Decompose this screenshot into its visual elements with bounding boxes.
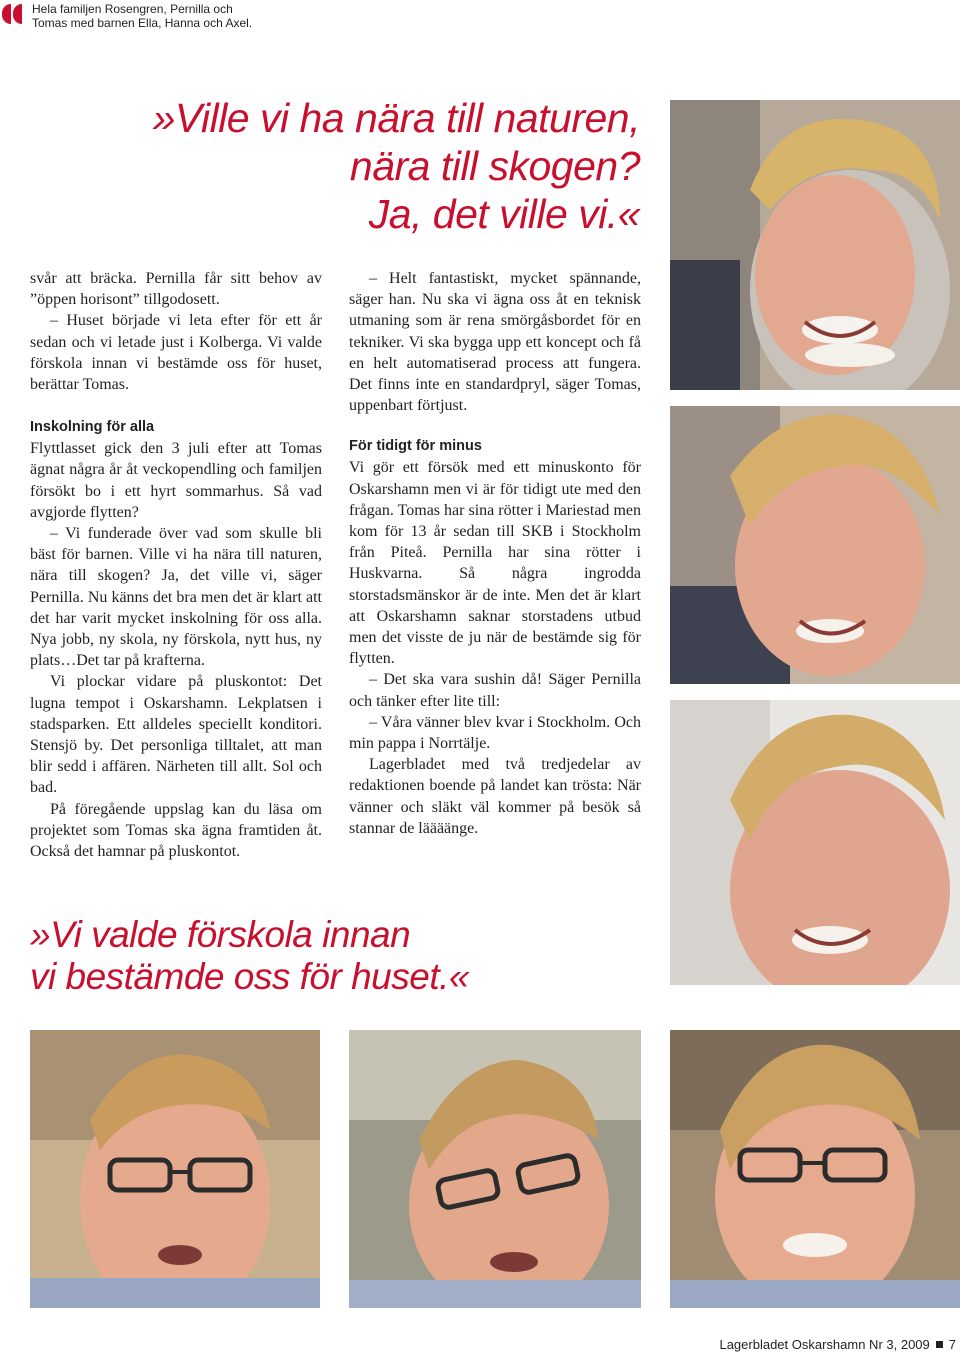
portrait-photo-tomas-1 [30, 1030, 320, 1308]
caption-line-1: Hela familjen Rosengren, Pernilla och [32, 2, 233, 16]
paragraph: – Huset började vi leta efter för ett år sedan och vi letade just i Kolberga. Vi valde förskola innan vi bestämde oss för huset, berättar Tomas. [30, 312, 322, 394]
paragraph: svår att bräcka. Pernilla får sitt behov av ”öppen horisont” tillgodosett. [30, 270, 322, 309]
paragraph: – Helt fantastiskt, mycket spännande, säger han. Nu ska vi ägna oss åt en teknisk utmaning som är rena smörgåsbordet för en tekniker. Vi ska bygga upp ett koncept och få en helt automatiserad process att fungera. Det finns inte en standardpryl, säger Tomas, uppenbart förtjust. [349, 270, 641, 415]
portrait-photo-tomas-3 [670, 1030, 960, 1308]
paragraph: Vi plockar vidare på pluskontot: Det lugna tempot i Oskarshamn. Lekplatsen i stadsparken. Ett alldeles speciellt konditori. Stensjö by. Det personliga tilltalet, att man blir sedd i affären. Närheten till allt. Sol och bad. [30, 673, 322, 797]
pull-quote-top-line-3: Ja, det ville vi.« [368, 191, 640, 237]
paragraph: Vi gör ett försök med ett minuskonto för Oskarshamn men vi är för tidigt ute med den frågan. Tomas har sina rötter i Mariestad men kom för 13 år sedan till SKB i Stockholm från Piteå. Pernilla har sina rötter i Huskvarna. Så några ingrodda storstadsmänskor är de inte. Men det är klart att Oskarshamn saknar storstadens utbud men det visste de ju när de bestämde sig för flytten. [349, 459, 641, 668]
quote-mark-icon [2, 4, 24, 26]
article-column-1 [30, 268, 322, 862]
caption-text [32, 2, 252, 30]
pull-quote-top [153, 94, 640, 238]
paragraph: Lagerbladet med två tredjedelar av redaktionen boende på landet kan trösta: När vänner och släkt väl kommer på besök så stannar de läääänge. [349, 756, 641, 837]
portrait-photo-pernilla-2 [670, 406, 960, 684]
page-footer [719, 1337, 956, 1352]
square-bullet-icon [936, 1341, 943, 1348]
pull-quote-top-line-2: nära till skogen? [349, 143, 640, 189]
portrait-photo-pernilla-1 [670, 100, 960, 390]
pull-quote-top-line-1: »Ville vi ha nära till naturen, [152, 95, 640, 141]
paragraph: – Våra vänner blev kvar i Stockholm. Och min pappa i Norrtälje. [349, 713, 641, 753]
pull-quote-bottom-line-2: vi bestämde oss för huset.« [30, 956, 469, 997]
paragraph: Flyttlasset gick den 3 juli efter att Tomas ägnat några år åt veckopendling och familjen försökt bo i ett hyrt sommarhus. Så vad avgjorde flytten? [30, 440, 322, 521]
portrait-photo-tomas-2 [349, 1030, 641, 1308]
pull-quote-bottom [30, 914, 469, 998]
paragraph: På föregående uppslag kan du läsa om projektet som Tomas ska ägna framtiden åt. Också det hamnar på pluskontot. [30, 800, 322, 861]
paragraph: – Vi funderade över vad som skulle bli bäst för barnen. Ville vi ha nära till naturen, nära till skogen? Ja, det ville vi, säger Pernilla. Nu känns det bra men det är klart att det har varit mycket inskolning för oss alla. Nya jobb, ny skola, ny förskola, nytt hus, ny plats…Det tar på krafterna. [30, 525, 322, 670]
pull-quote-bottom-line-1: »Vi valde förskola innan [30, 914, 411, 955]
subheading-for-tidigt: För tidigt för minus [349, 438, 482, 455]
page-number: 7 [948, 1337, 956, 1352]
caption-line-2: Tomas med barnen Ella, Hanna och Axel. [32, 16, 253, 30]
article-column-2 [349, 268, 641, 839]
paragraph: – Det ska vara sushin då! Säger Pernilla och tänker efter lite till: [349, 671, 641, 710]
publication-name: Lagerbladet Oskarshamn Nr 3, 2009 [719, 1337, 930, 1352]
portrait-photo-pernilla-3 [670, 700, 960, 985]
photo-caption [0, 0, 340, 30]
subheading-inskolning: Inskolning för alla [30, 419, 155, 436]
